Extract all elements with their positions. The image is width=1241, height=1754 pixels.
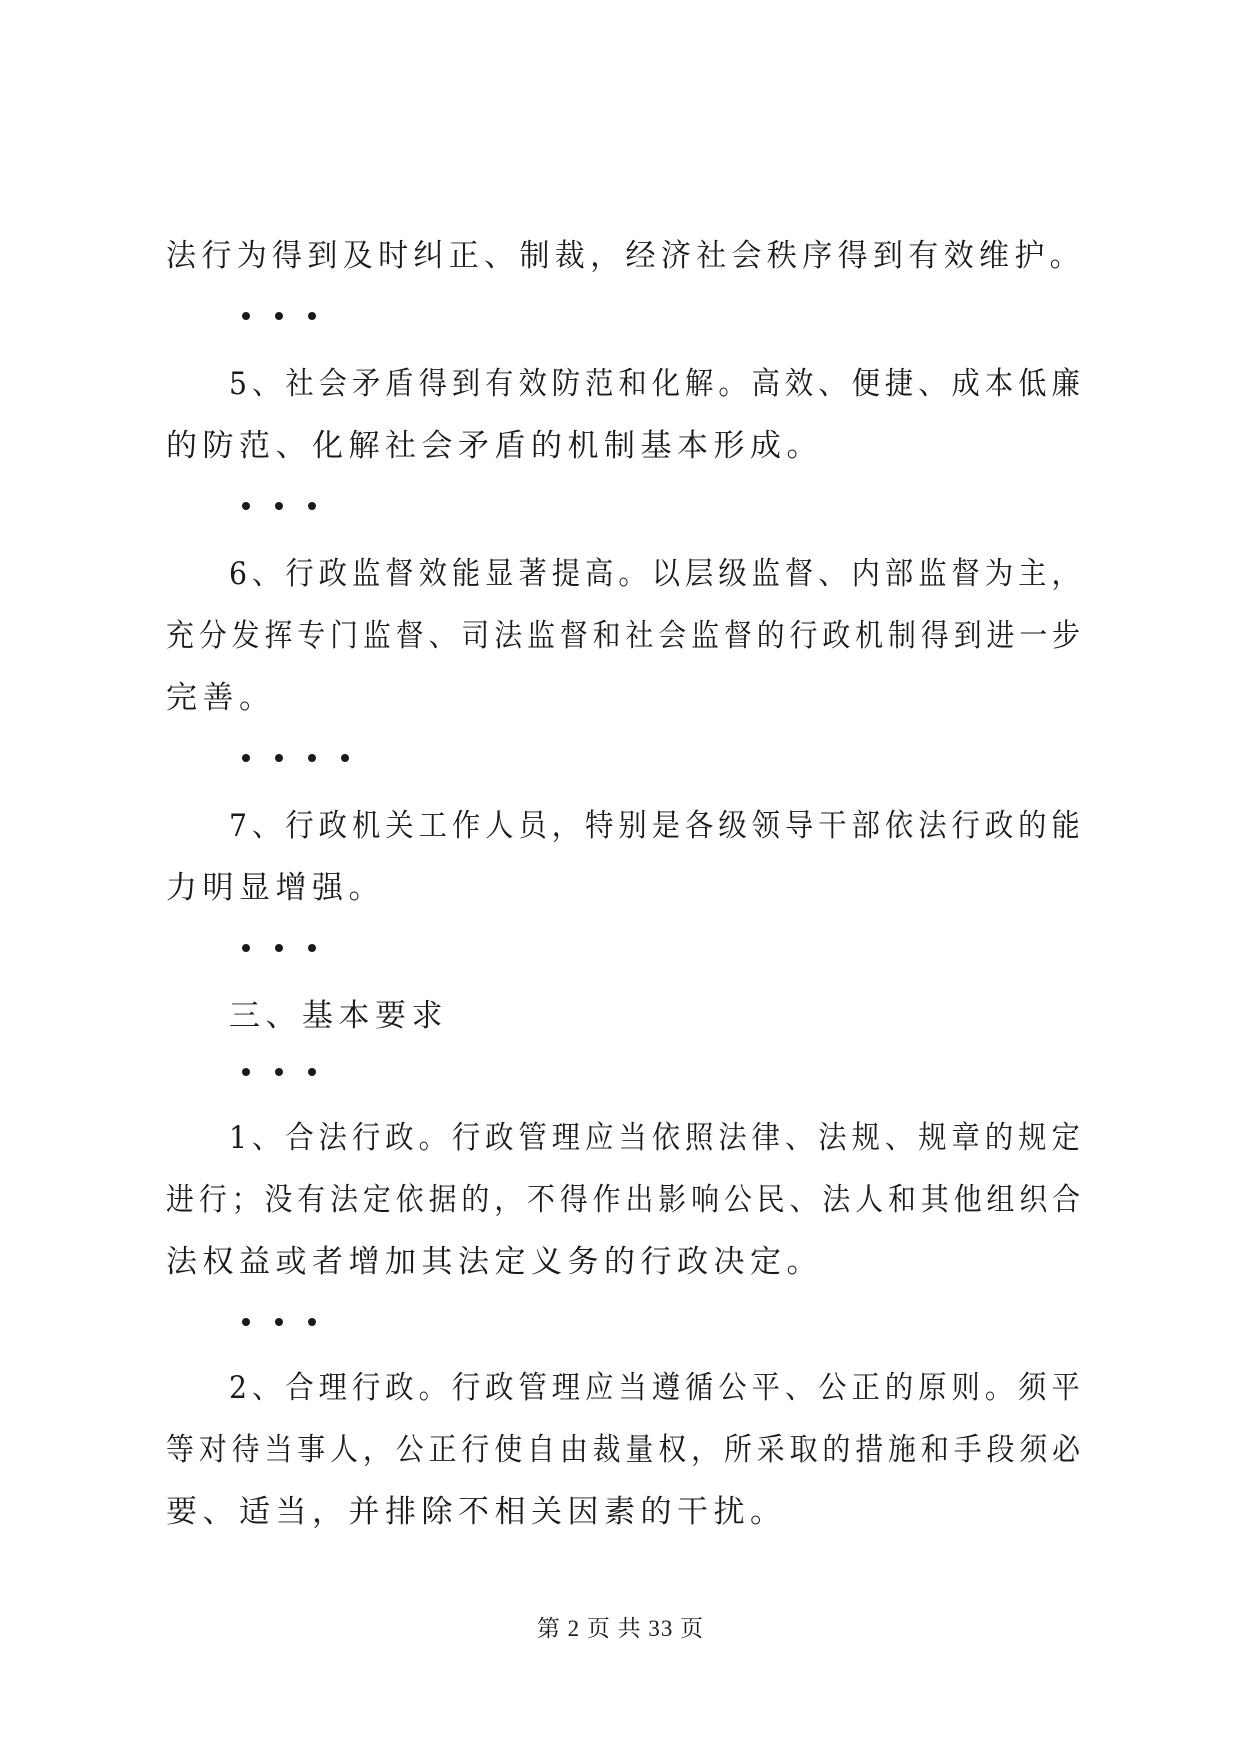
section-heading: 三、基本要求 bbox=[229, 998, 448, 1034]
paragraph-line: 力明显增强。 bbox=[166, 870, 385, 906]
dot-icon bbox=[308, 502, 316, 510]
dot-icon bbox=[242, 312, 250, 320]
paragraph-line: 1、合法行政。行政管理应当依照法律、法规、规章的规定 bbox=[229, 1120, 1085, 1156]
dot-icon bbox=[242, 754, 250, 762]
paragraph-line: 6、行政监督效能显著提高。以层级监督、内部监督为主， bbox=[229, 556, 1085, 592]
paragraph-line: 进行；没有法定依据的，不得作出影响公民、法人和其他组织合 bbox=[166, 1182, 1085, 1218]
paragraph-line: 2、合理行政。行政管理应当遵循公平、公正的原则。须平 bbox=[229, 1370, 1085, 1406]
ellipsis-separator bbox=[242, 500, 316, 512]
dot-icon bbox=[308, 754, 316, 762]
paragraph-line: 法权益或者增加其法定义务的行政决定。 bbox=[166, 1244, 823, 1280]
dot-icon bbox=[308, 1068, 316, 1076]
ellipsis-separator bbox=[242, 310, 316, 322]
ellipsis-separator bbox=[242, 752, 349, 764]
dot-icon bbox=[275, 754, 283, 762]
dot-icon bbox=[242, 1068, 250, 1076]
dot-icon bbox=[275, 1318, 283, 1326]
paragraph-line: 要、适当，并排除不相关因素的干扰。 bbox=[166, 1494, 787, 1530]
dot-icon bbox=[275, 312, 283, 320]
dot-icon bbox=[242, 1318, 250, 1326]
dot-icon bbox=[275, 944, 283, 952]
dot-icon bbox=[341, 754, 349, 762]
ellipsis-separator bbox=[242, 1316, 316, 1328]
dot-icon bbox=[242, 944, 250, 952]
paragraph-line: 完善。 bbox=[166, 680, 276, 716]
dot-icon bbox=[275, 1068, 283, 1076]
paragraph-line: 5、社会矛盾得到有效防范和化解。高效、便捷、成本低廉 bbox=[229, 366, 1085, 402]
ellipsis-separator bbox=[242, 942, 316, 954]
dot-icon bbox=[275, 502, 283, 510]
paragraph-line: 7、行政机关工作人员，特别是各级领导干部依法行政的能 bbox=[229, 808, 1085, 844]
dot-icon bbox=[308, 312, 316, 320]
paragraph-line: 的防范、化解社会矛盾的机制基本形成。 bbox=[166, 428, 823, 464]
dot-icon bbox=[308, 1318, 316, 1326]
dot-icon bbox=[308, 944, 316, 952]
paragraph-line: 等对待当事人，公正行使自由裁量权，所采取的措施和手段须必 bbox=[166, 1432, 1085, 1468]
ellipsis-separator bbox=[242, 1066, 316, 1078]
page-number-footer: 第 2 页 共 33 页 bbox=[536, 1616, 705, 1641]
paragraph-line: 法行为得到及时纠正、制裁，经济社会秩序得到有效维护。 bbox=[166, 238, 1086, 274]
paragraph-line: 充分发挥专门监督、司法监督和社会监督的行政机制得到进一步 bbox=[166, 618, 1085, 654]
dot-icon bbox=[242, 502, 250, 510]
